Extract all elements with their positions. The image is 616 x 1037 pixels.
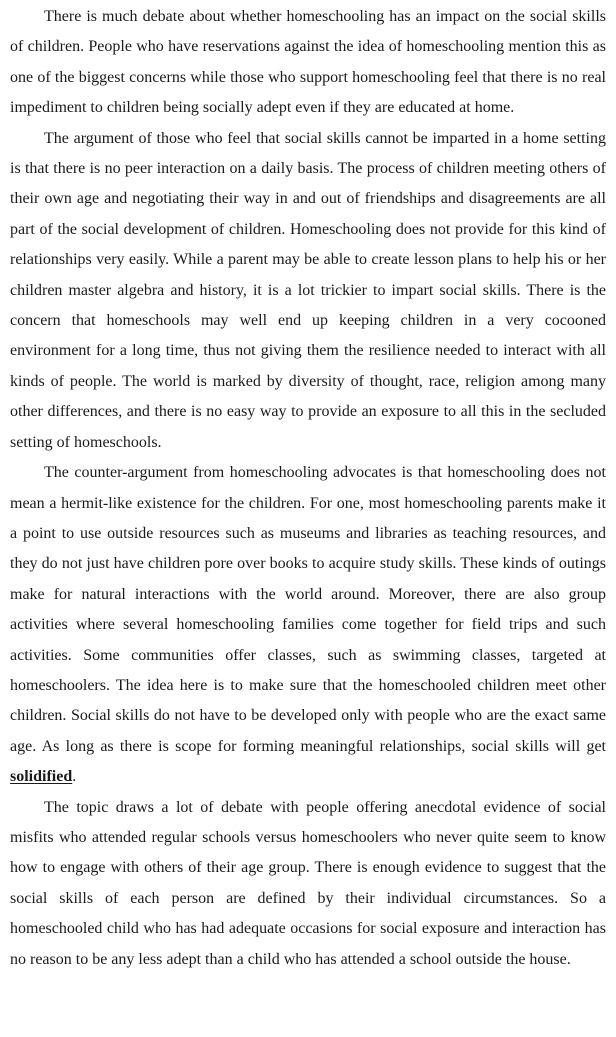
paragraph-4: The topic draws a lot of debate with people offering anecdotal evidence of social misfits who attended regular schools versus homeschoolers who never quite seem to know how to engage with others of their age group. There is enough evidence to suggest that the social skills of each person are defined by their individual circumstances. So a homeschooled child who has had adequate occasions for social exposure and interaction has no reason to be any less adept than a child who has attended a school outside the house. [10, 798, 606, 968]
paragraph-1: There is much debate about whether homeschooling has an impact on the social skills of children. People who have reservations against the idea of homeschooling mention this as one of the biggest concerns while those who support homeschooling feel that there is no real impediment to children being socially adept even if they are educated at home. [10, 8, 606, 117]
paragraph-3-text: The counter-argument from homeschooling advocates is that homeschooling does not mean a hermit-like existence for the children. For one, most homeschooling parents make it a point to use outside resources such as museums and libraries as teaching resources, and they do not just have children pore over books to acquire study skills. These kinds of outings make for natural interactions with the world around. Moreover, there are also group activities where several homeschooling families come together for field trips and such activities. Some communities offer classes, such as swimming classes, targeted at homeschoolers. The idea here is to make sure that the homeschooled children meet other children. Social skills do not have to be developed only with people who are the exact same age. As long as there is scope for forming meaningful relationships, social skills will get [10, 464, 606, 755]
paragraph-3 [10, 458, 606, 792]
highlighted-word: solidified [10, 768, 73, 786]
paragraph-2: The argument of those who feel that social skills cannot be imparted in a home setting is that there is no peer interaction on a daily basis. The process of children meeting others of their own age and negotiating their way in and out of friendships and disagreements are all part of the social development of children. Homeschooling does not provide for this kind of relationships very easily. While a parent may be able to create lesson plans to help his or her children master algebra and history, it is a lot trickier to impart social skills. There is the concern that homeschools may well end up keeping children in a very cocooned environment for a long time, thus not giving them the resilience needed to interact with all kinds of people. The world is marked by diversity of thought, race, religion among many other differences, and there is no easy way to provide an exposure to all this in the secluded setting of homeschools. [10, 129, 606, 451]
paragraph-3-end: . [72, 768, 77, 786]
reading-passage [10, 2, 606, 975]
